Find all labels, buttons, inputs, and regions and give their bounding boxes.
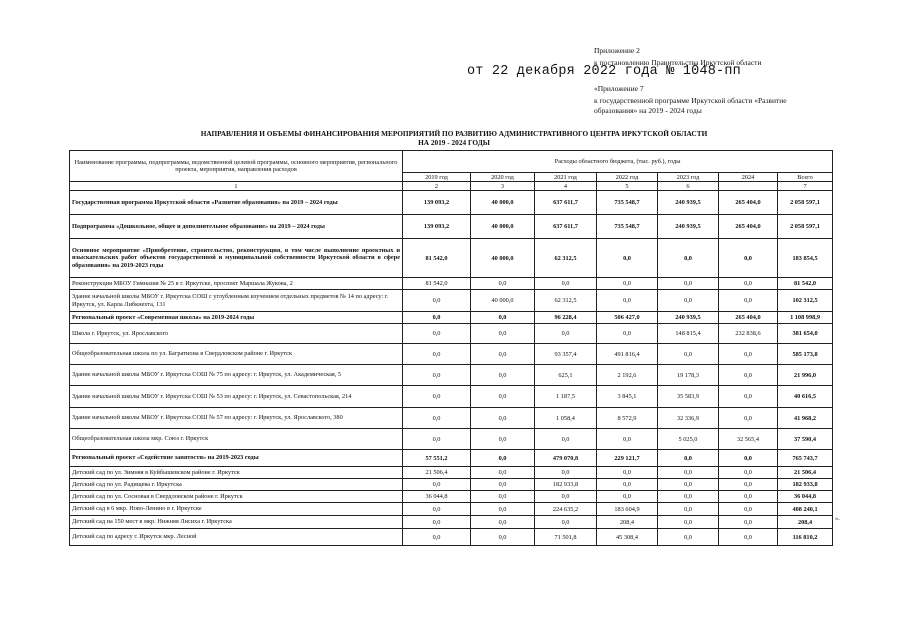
year-header: 2022 год [597, 173, 658, 182]
value-cell: 32 565,4 [719, 429, 778, 450]
total-cell: 585 173,8 [778, 344, 833, 365]
table-row [70, 386, 833, 408]
total-cell: 381 654,0 [778, 324, 833, 344]
row-name: Детский сад в 6 мкр. Ново-Ленино в г. Иркутске [70, 503, 403, 516]
column-number: 2 [403, 182, 471, 191]
value-cell: 1 058,4 [535, 408, 597, 429]
value-cell: 0,0 [658, 491, 719, 503]
value-cell: 148 815,4 [658, 324, 719, 344]
value-cell: 81 542,0 [403, 278, 471, 290]
resolution-reference: к постановлению Правительства Иркутской области [594, 58, 762, 67]
row-name: Общеобразовательная школа мкр. Союз г. Иркутск [70, 429, 403, 450]
row-name: Здание начальной школы МБОУ г. Иркутска СОШ с углубленным изучением отдельных предметов № 14 по адресу: г. Иркутск, ул. Карла Либкнехта, 131 [70, 290, 403, 312]
value-cell: 0,0 [535, 429, 597, 450]
document-title [150, 129, 758, 147]
value-cell: 0,0 [719, 450, 778, 467]
value-cell: 0,0 [658, 529, 719, 546]
value-cell: 0,0 [471, 278, 535, 290]
value-cell: 0,0 [471, 467, 535, 479]
row-name: Детский сад по ул. Сосновая в Свердловском районе г. Иркутск [70, 491, 403, 503]
value-cell: 0,0 [658, 239, 719, 278]
value-cell: 0,0 [471, 479, 535, 491]
total-cell: 2 058 597,1 [778, 215, 833, 239]
value-cell: 93 357,4 [535, 344, 597, 365]
date-stamp: от 22 декабря 2022 года № 1048-пп [467, 64, 741, 79]
year-header: 2021 год [535, 173, 597, 182]
table-row [70, 324, 833, 344]
title-line-1: НАПРАВЛЕНИЯ И ОБЪЕМЫ ФИНАНСИРОВАНИЯ МЕРОПРИЯТИЙ ПО РАЗВИТИЮ АДМИНИСТРАТИВНОГО ЦЕНТРА ИРКУТСКОЙ ОБЛАСТИ [200, 129, 708, 138]
row-name: Детский сад по ул. Радищева г. Иркутска [70, 479, 403, 491]
value-cell: 0,0 [597, 290, 658, 312]
value-cell: 0,0 [471, 429, 535, 450]
value-cell: 32 336,9 [658, 408, 719, 429]
value-cell: 62 312,5 [535, 239, 597, 278]
value-cell: 0,0 [719, 467, 778, 479]
total-cell: 2 058 597,1 [778, 191, 833, 215]
value-cell: 57 551,2 [403, 450, 471, 467]
value-cell: 0,0 [658, 450, 719, 467]
value-cell: 265 404,0 [719, 312, 778, 324]
value-cell: 265 404,0 [719, 191, 778, 215]
value-cell: 40 000,0 [471, 215, 535, 239]
total-cell: 765 743,7 [778, 450, 833, 467]
value-cell: 0,0 [471, 408, 535, 429]
value-cell: 0,0 [658, 467, 719, 479]
name-column-header: Наименование программы, подпрограммы, ведомственной целевой программы, основного мероприятия, регионального проекта, мероприятия, направления расходов [70, 151, 403, 182]
column-number: 4 [535, 182, 597, 191]
table-row [70, 365, 833, 386]
value-cell: 0,0 [658, 503, 719, 516]
year-header: Всего [778, 173, 833, 182]
table-row [70, 491, 833, 503]
value-cell: 139 093,2 [403, 191, 471, 215]
value-cell: 0,0 [403, 312, 471, 324]
year-header: 2020 год [471, 173, 535, 182]
total-cell: 408 240,1 [778, 503, 833, 516]
value-cell: 1 187,5 [535, 386, 597, 408]
total-cell: 208,4 [778, 516, 833, 529]
value-cell: 637 611,7 [535, 191, 597, 215]
value-cell: 0,0 [719, 408, 778, 429]
value-cell: 0,0 [719, 491, 778, 503]
total-cell: 21 996,0 [778, 365, 833, 386]
value-cell: 0,0 [403, 408, 471, 429]
value-cell: 0,0 [471, 503, 535, 516]
column-number: 1 [70, 182, 403, 191]
value-cell: 40 000,0 [471, 191, 535, 215]
value-cell: 735 548,7 [597, 191, 658, 215]
column-number: 3 [471, 182, 535, 191]
value-cell: 0,0 [658, 344, 719, 365]
value-cell: 637 611,7 [535, 215, 597, 239]
value-cell: 0,0 [471, 386, 535, 408]
value-cell: 0,0 [658, 516, 719, 529]
row-name: Государственная программа Иркутской области «Развитие образования» на 2019 – 2024 годы [70, 191, 403, 215]
value-cell: 0,0 [658, 479, 719, 491]
value-cell: 0,0 [403, 324, 471, 344]
value-cell: 0,0 [403, 479, 471, 491]
value-cell: 0,0 [471, 450, 535, 467]
value-cell: 0,0 [403, 516, 471, 529]
row-name: Школа г. Иркутск, ул. Ярославского [70, 324, 403, 344]
value-cell: 35 583,9 [658, 386, 719, 408]
value-cell: 21 506,4 [403, 467, 471, 479]
table-row [70, 408, 833, 429]
value-cell: 0,0 [597, 239, 658, 278]
value-cell: 240 939,5 [658, 191, 719, 215]
appendix-2-label: Приложение 2 [594, 46, 640, 55]
value-cell: 0,0 [471, 344, 535, 365]
row-name: Здание начальной школы МБОУ г. Иркутска СОШ № 53 по адресу: г. Иркутск, ул. Севастопольская, 214 [70, 386, 403, 408]
value-cell: 479 070,8 [535, 450, 597, 467]
value-cell: 96 228,4 [535, 312, 597, 324]
value-cell: 491 816,4 [597, 344, 658, 365]
appendix-7-label: «Приложение 7 [594, 84, 644, 93]
year-header: 2019 год [403, 173, 471, 182]
value-cell: 0,0 [403, 529, 471, 546]
total-cell: 102 312,5 [778, 290, 833, 312]
closing-quote-mark: ». [835, 515, 840, 522]
value-cell: 2 192,6 [597, 365, 658, 386]
value-cell: 0,0 [719, 479, 778, 491]
column-number: 6 [658, 182, 719, 191]
row-name: Основное мероприятие «Приобретение, строительство, реконструкция, в том числе выполнение проектных и изыскательских работ объектов государственной и муниципальной собственности Иркутской области в сфере образования» на 2019-2023 годы [70, 239, 403, 278]
value-cell: 232 838,6 [719, 324, 778, 344]
value-cell: 735 548,7 [597, 215, 658, 239]
total-cell: 40 616,5 [778, 386, 833, 408]
value-cell: 0,0 [535, 324, 597, 344]
value-cell: 240 939,5 [658, 215, 719, 239]
value-cell: 0,0 [597, 324, 658, 344]
value-cell: 0,0 [597, 491, 658, 503]
value-cell: 8 572,9 [597, 408, 658, 429]
year-header: 2023 год [658, 173, 719, 182]
value-cell: 0,0 [535, 516, 597, 529]
value-cell: 183 604,9 [597, 503, 658, 516]
value-cell: 625,1 [535, 365, 597, 386]
table-row [70, 467, 833, 479]
value-cell: 5 025,0 [658, 429, 719, 450]
value-cell: 265 404,0 [719, 215, 778, 239]
value-cell: 81 542,0 [403, 239, 471, 278]
row-name: Подпрограмма «Дошкольное, общее и дополнительное образование» на 2019 – 2024 годы [70, 215, 403, 239]
value-cell: 0,0 [719, 344, 778, 365]
total-cell: 81 542,0 [778, 278, 833, 290]
total-cell: 37 590,4 [778, 429, 833, 450]
total-cell: 41 968,2 [778, 408, 833, 429]
value-cell: 0,0 [471, 365, 535, 386]
financing-table [69, 150, 833, 546]
value-cell: 0,0 [471, 312, 535, 324]
value-cell: 0,0 [719, 516, 778, 529]
value-cell: 0,0 [403, 429, 471, 450]
program-reference: к государственной программе Иркутской области «Развитие образования» на 2019 - 2024 годы [594, 96, 787, 115]
row-name: Детский сад по адресу г. Иркутск мкр. Лесной [70, 529, 403, 546]
value-cell: 0,0 [658, 290, 719, 312]
table-row [70, 503, 833, 516]
row-name: Детский сад на 150 мест в мкр. Нижняя Лисиха г. Иркутска [70, 516, 403, 529]
value-cell: 0,0 [403, 344, 471, 365]
title-line-2: НА 2019 - 2024 ГОДЫ [418, 138, 490, 147]
value-cell: 0,0 [471, 324, 535, 344]
table-row [70, 191, 833, 215]
table-row [70, 278, 833, 290]
value-cell: 0,0 [535, 491, 597, 503]
table-row [70, 429, 833, 450]
value-cell: 0,0 [403, 386, 471, 408]
value-cell: 40 000,0 [471, 239, 535, 278]
column-number-row [70, 182, 833, 191]
value-cell: 240 939,5 [658, 312, 719, 324]
value-cell: 0,0 [719, 278, 778, 290]
column-number [719, 182, 778, 191]
table-row [70, 290, 833, 312]
value-cell: 0,0 [719, 365, 778, 386]
total-cell: 182 933,8 [778, 479, 833, 491]
row-name: Региональный проект «Современная школа» на 2019-2024 годы [70, 312, 403, 324]
value-cell: 0,0 [719, 386, 778, 408]
total-cell: 116 810,2 [778, 529, 833, 546]
value-cell: 0,0 [471, 529, 535, 546]
table-row [70, 516, 833, 529]
row-name: Здание начальной школы МБОУ г. Иркутска СОШ № 75 по адресу: г. Иркутск, ул. Академическая, 5 [70, 365, 403, 386]
value-cell: 36 044,8 [403, 491, 471, 503]
value-cell: 40 000,0 [471, 290, 535, 312]
total-cell: 36 044,8 [778, 491, 833, 503]
total-cell: 183 854,5 [778, 239, 833, 278]
row-name: Здание начальной школы МБОУ г. Иркутска СОШ № 57 по адресу: г. Иркутск, ул. Ярославского, 380 [70, 408, 403, 429]
table-row [70, 312, 833, 324]
value-cell: 0,0 [535, 278, 597, 290]
table-row [70, 450, 833, 467]
total-cell: 21 506,4 [778, 467, 833, 479]
column-number: 5 [597, 182, 658, 191]
value-cell: 229 121,7 [597, 450, 658, 467]
value-cell: 506 427,0 [597, 312, 658, 324]
value-cell: 0,0 [597, 429, 658, 450]
value-cell: 62 312,5 [535, 290, 597, 312]
value-cell: 0,0 [719, 529, 778, 546]
row-name: Общеобразовательная школа по ул. Багратиона в Свердловском районе г. Иркутск [70, 344, 403, 365]
table-row [70, 215, 833, 239]
value-cell: 0,0 [597, 479, 658, 491]
value-cell: 0,0 [719, 239, 778, 278]
value-cell: 71 501,8 [535, 529, 597, 546]
column-number: 7 [778, 182, 833, 191]
value-cell: 45 308,4 [597, 529, 658, 546]
value-cell: 0,0 [471, 491, 535, 503]
value-cell: 0,0 [719, 503, 778, 516]
row-name: Детский сад по ул. Зимняя в Куйбышевском районе г. Иркутск [70, 467, 403, 479]
value-cell: 0,0 [403, 503, 471, 516]
table-row [70, 239, 833, 278]
value-cell: 0,0 [403, 365, 471, 386]
value-cell: 224 635,2 [535, 503, 597, 516]
value-cell: 0,0 [471, 516, 535, 529]
table-row [70, 344, 833, 365]
value-cell: 182 933,8 [535, 479, 597, 491]
row-name: Реконструкция МБОУ Гимназия № 25 в г. Иркутске, проспект Маршала Жукова, 2 [70, 278, 403, 290]
value-cell: 0,0 [535, 467, 597, 479]
value-cell: 0,0 [719, 290, 778, 312]
row-name: Региональный проект «Содействие занятости» на 2019-2023 годы [70, 450, 403, 467]
value-cell: 3 845,1 [597, 386, 658, 408]
expenses-header: Расходы областного бюджета, (тыс. руб.), годы [403, 151, 833, 173]
table-row [70, 529, 833, 546]
value-cell: 208,4 [597, 516, 658, 529]
value-cell: 0,0 [597, 278, 658, 290]
value-cell: 139 093,2 [403, 215, 471, 239]
value-cell: 0,0 [403, 290, 471, 312]
value-cell: 19 178,3 [658, 365, 719, 386]
value-cell: 0,0 [597, 467, 658, 479]
total-cell: 1 108 998,9 [778, 312, 833, 324]
value-cell: 0,0 [658, 278, 719, 290]
year-header: 2024 [719, 173, 778, 182]
table-row [70, 479, 833, 491]
